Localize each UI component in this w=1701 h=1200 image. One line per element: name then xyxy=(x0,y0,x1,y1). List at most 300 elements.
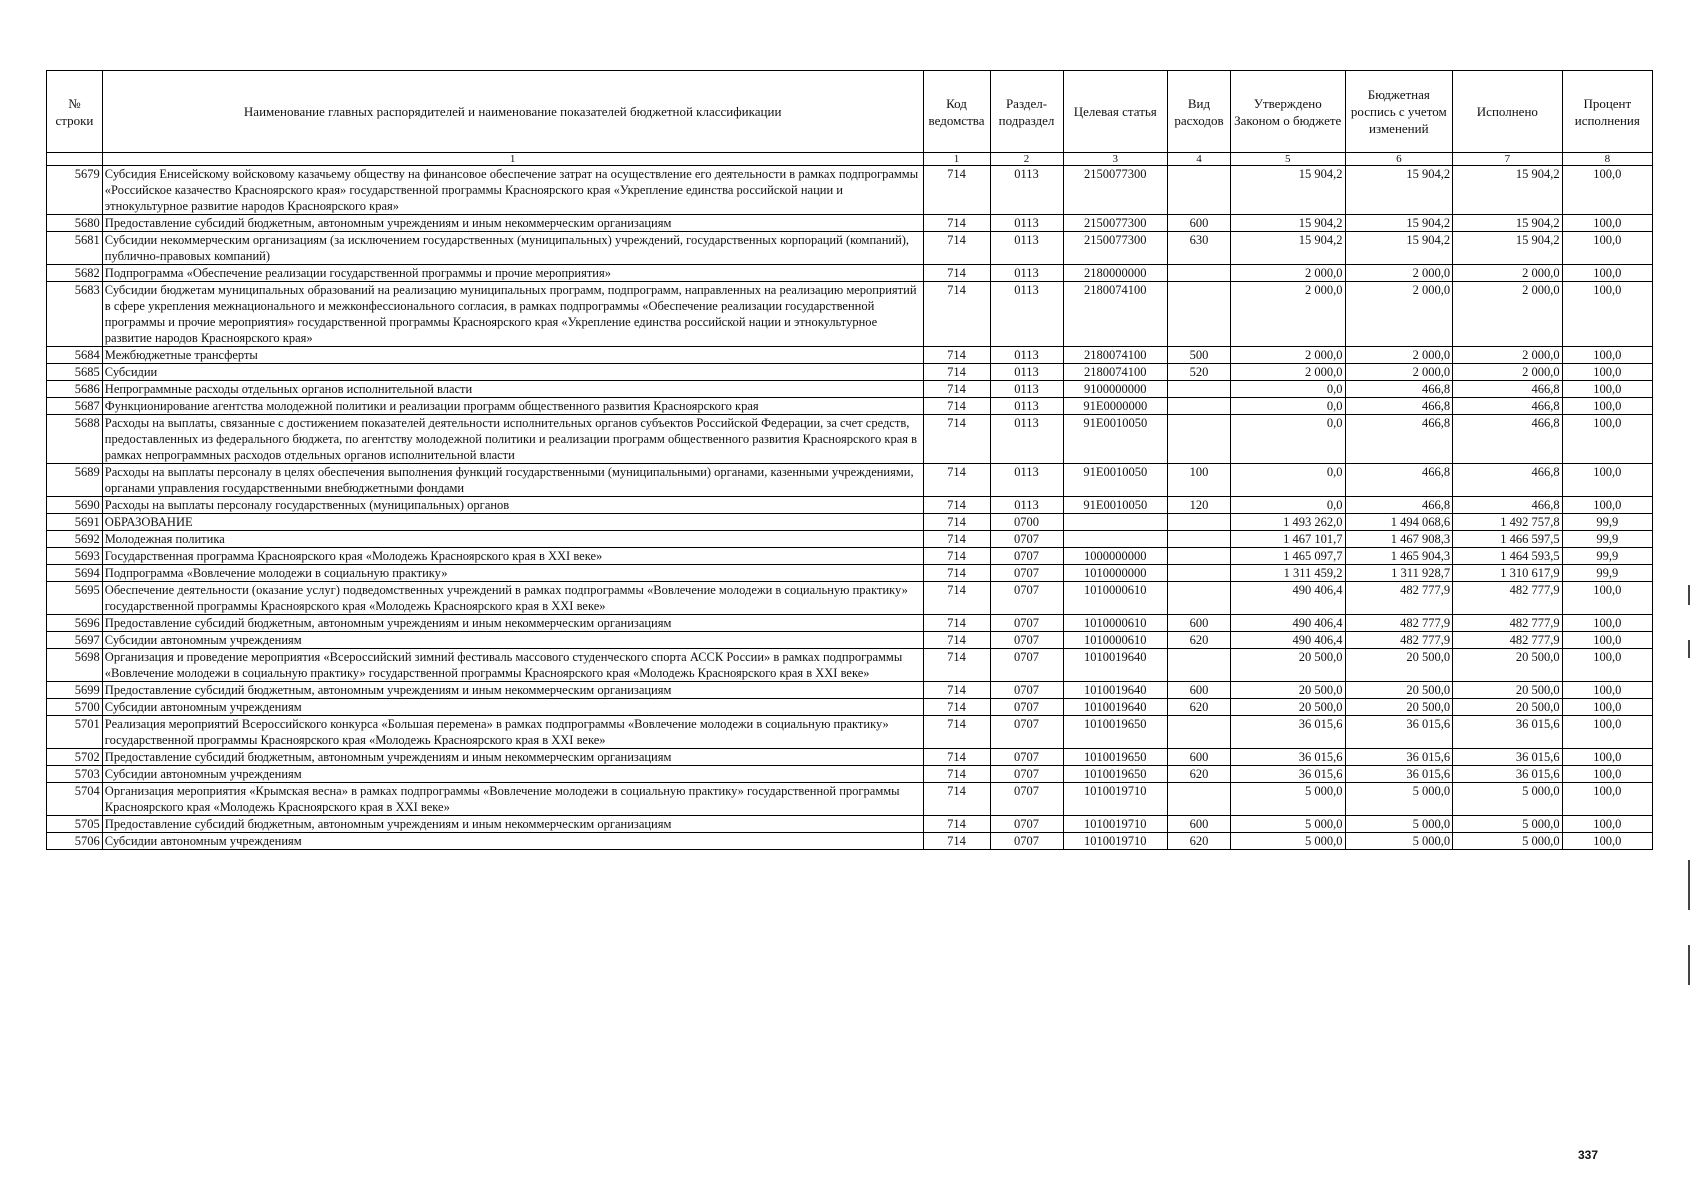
approved-amount: 1 465 097,7 xyxy=(1230,548,1345,565)
item-name: ОБРАЗОВАНИЕ xyxy=(102,514,923,531)
dept-code: 714 xyxy=(923,632,990,649)
table-row xyxy=(47,464,1653,497)
page-number: 337 xyxy=(1578,1148,1599,1162)
target-article: 2180000000 xyxy=(1063,265,1167,282)
row-number: 5679 xyxy=(47,166,103,215)
schedule-amount: 15 904,2 xyxy=(1345,232,1453,265)
dept-code: 714 xyxy=(923,381,990,398)
expense-type xyxy=(1168,265,1231,282)
item-name: Предоставление субсидий бюджетным, автономным учреждениям и иным некоммерческим организациям xyxy=(102,816,923,833)
table-row xyxy=(47,531,1653,548)
table-row xyxy=(47,166,1653,215)
column-number: 4 xyxy=(1168,153,1231,166)
execution-percent: 100,0 xyxy=(1562,716,1652,749)
target-article: 9100000000 xyxy=(1063,381,1167,398)
schedule-amount: 36 015,6 xyxy=(1345,749,1453,766)
header-target: Целевая статья xyxy=(1063,71,1167,153)
target-article: 2150077300 xyxy=(1063,215,1167,232)
table-row xyxy=(47,766,1653,783)
table-row xyxy=(47,215,1653,232)
target-article: 1010019650 xyxy=(1063,716,1167,749)
scan-edge-mark xyxy=(1688,945,1690,985)
row-number: 5695 xyxy=(47,582,103,615)
executed-amount: 36 015,6 xyxy=(1453,749,1563,766)
section-code: 0707 xyxy=(990,682,1063,699)
section-code: 0113 xyxy=(990,415,1063,464)
schedule-amount: 482 777,9 xyxy=(1345,632,1453,649)
section-code: 0707 xyxy=(990,833,1063,850)
target-article: 1010000610 xyxy=(1063,632,1167,649)
approved-amount: 15 904,2 xyxy=(1230,166,1345,215)
header-schedule: Бюджетная роспись с учетом изменений xyxy=(1345,71,1453,153)
section-code: 0707 xyxy=(990,783,1063,816)
executed-amount: 2 000,0 xyxy=(1453,347,1563,364)
row-number: 5697 xyxy=(47,632,103,649)
execution-percent: 100,0 xyxy=(1562,766,1652,783)
dept-code: 714 xyxy=(923,565,990,582)
column-number: 2 xyxy=(990,153,1063,166)
dept-code: 714 xyxy=(923,347,990,364)
target-article: 1010019710 xyxy=(1063,816,1167,833)
schedule-amount: 466,8 xyxy=(1345,464,1453,497)
item-name: Субсидии xyxy=(102,364,923,381)
budget-table xyxy=(46,70,1653,850)
execution-percent: 100,0 xyxy=(1562,649,1652,682)
item-name: Непрограммные расходы отдельных органов исполнительной власти xyxy=(102,381,923,398)
row-number: 5689 xyxy=(47,464,103,497)
schedule-amount: 2 000,0 xyxy=(1345,282,1453,347)
scan-edge-mark xyxy=(1688,640,1690,658)
execution-percent: 100,0 xyxy=(1562,415,1652,464)
schedule-amount: 5 000,0 xyxy=(1345,833,1453,850)
scan-edge-mark xyxy=(1688,860,1690,910)
dept-code: 714 xyxy=(923,615,990,632)
approved-amount: 20 500,0 xyxy=(1230,699,1345,716)
expense-type: 520 xyxy=(1168,364,1231,381)
column-number-blank xyxy=(47,153,103,166)
section-code: 0707 xyxy=(990,531,1063,548)
item-name: Расходы на выплаты персоналу в целях обеспечения выполнения функций государственными (муниципальными) органами, казенными учреждениями, органами управления государственными внебюджетными фондами xyxy=(102,464,923,497)
section-code: 0113 xyxy=(990,232,1063,265)
item-name: Предоставление субсидий бюджетным, автономным учреждениям и иным некоммерческим организациям xyxy=(102,749,923,766)
column-number: 7 xyxy=(1453,153,1563,166)
expense-type xyxy=(1168,415,1231,464)
approved-amount: 1 311 459,2 xyxy=(1230,565,1345,582)
dept-code: 714 xyxy=(923,282,990,347)
section-code: 0707 xyxy=(990,649,1063,682)
expense-type: 620 xyxy=(1168,766,1231,783)
schedule-amount: 5 000,0 xyxy=(1345,816,1453,833)
table-row xyxy=(47,716,1653,749)
expense-type xyxy=(1168,649,1231,682)
target-article: 2180074100 xyxy=(1063,364,1167,381)
dept-code: 714 xyxy=(923,766,990,783)
schedule-amount: 1 465 904,3 xyxy=(1345,548,1453,565)
section-code: 0707 xyxy=(990,548,1063,565)
row-number: 5685 xyxy=(47,364,103,381)
row-number: 5680 xyxy=(47,215,103,232)
dept-code: 714 xyxy=(923,582,990,615)
approved-amount: 5 000,0 xyxy=(1230,783,1345,816)
row-number: 5706 xyxy=(47,833,103,850)
item-name: Организация мероприятия «Крымская весна» в рамках подпрограммы «Вовлечение молодежи в социальную практику» государственной программы Красноярского края «Молодежь Красноярского края в XXI веке» xyxy=(102,783,923,816)
target-article xyxy=(1063,531,1167,548)
table-row xyxy=(47,265,1653,282)
row-number: 5703 xyxy=(47,766,103,783)
header-row xyxy=(47,71,1653,153)
table-row xyxy=(47,381,1653,398)
section-code: 0113 xyxy=(990,347,1063,364)
execution-percent: 100,0 xyxy=(1562,166,1652,215)
item-name: Предоставление субсидий бюджетным, автономным учреждениям и иным некоммерческим организациям xyxy=(102,682,923,699)
section-code: 0707 xyxy=(990,615,1063,632)
schedule-amount: 1 467 908,3 xyxy=(1345,531,1453,548)
approved-amount: 20 500,0 xyxy=(1230,682,1345,699)
executed-amount: 1 466 597,5 xyxy=(1453,531,1563,548)
table-row xyxy=(47,749,1653,766)
row-number: 5693 xyxy=(47,548,103,565)
column-number-row xyxy=(47,153,1653,166)
schedule-amount: 20 500,0 xyxy=(1345,649,1453,682)
expense-type: 630 xyxy=(1168,232,1231,265)
execution-percent: 100,0 xyxy=(1562,699,1652,716)
executed-amount: 466,8 xyxy=(1453,398,1563,415)
item-name: Субсидии автономным учреждениям xyxy=(102,699,923,716)
row-number: 5705 xyxy=(47,816,103,833)
row-number: 5696 xyxy=(47,615,103,632)
section-code: 0707 xyxy=(990,716,1063,749)
executed-amount: 466,8 xyxy=(1453,415,1563,464)
target-article: 1010019650 xyxy=(1063,766,1167,783)
execution-percent: 100,0 xyxy=(1562,783,1652,816)
execution-percent: 100,0 xyxy=(1562,497,1652,514)
execution-percent: 99,9 xyxy=(1562,565,1652,582)
expense-type: 600 xyxy=(1168,749,1231,766)
execution-percent: 100,0 xyxy=(1562,632,1652,649)
item-name: Расходы на выплаты, связанные с достижением показателей деятельности исполнительных органов субъектов Российской Федерации, за счет средств, предоставленных из федерального бюджета, по агентству молодежной политики и реализации программ общественного развития Красноярского края в рамках непрограммных расходов отдельных органов исполнительной власти xyxy=(102,415,923,464)
section-code: 0113 xyxy=(990,398,1063,415)
dept-code: 714 xyxy=(923,749,990,766)
execution-percent: 99,9 xyxy=(1562,548,1652,565)
approved-amount: 2 000,0 xyxy=(1230,364,1345,381)
dept-code: 714 xyxy=(923,699,990,716)
row-number: 5686 xyxy=(47,381,103,398)
table-row xyxy=(47,565,1653,582)
table-row xyxy=(47,497,1653,514)
execution-percent: 100,0 xyxy=(1562,398,1652,415)
target-article: 1010019640 xyxy=(1063,682,1167,699)
schedule-amount: 466,8 xyxy=(1345,398,1453,415)
row-number: 5701 xyxy=(47,716,103,749)
execution-percent: 100,0 xyxy=(1562,833,1652,850)
execution-percent: 100,0 xyxy=(1562,364,1652,381)
expense-type xyxy=(1168,381,1231,398)
execution-percent: 100,0 xyxy=(1562,816,1652,833)
target-article: 91E0000000 xyxy=(1063,398,1167,415)
dept-code: 714 xyxy=(923,716,990,749)
column-number: 1 xyxy=(923,153,990,166)
section-code: 0707 xyxy=(990,816,1063,833)
executed-amount: 466,8 xyxy=(1453,497,1563,514)
table-body xyxy=(47,166,1653,850)
item-name: Подпрограмма «Вовлечение молодежи в социальную практику» xyxy=(102,565,923,582)
executed-amount: 20 500,0 xyxy=(1453,649,1563,682)
column-number: 5 xyxy=(1230,153,1345,166)
executed-amount: 15 904,2 xyxy=(1453,166,1563,215)
target-article: 1010019640 xyxy=(1063,649,1167,682)
column-number: 6 xyxy=(1345,153,1453,166)
target-article: 1010019640 xyxy=(1063,699,1167,716)
row-number: 5702 xyxy=(47,749,103,766)
expense-type xyxy=(1168,582,1231,615)
section-code: 0707 xyxy=(990,766,1063,783)
approved-amount: 2 000,0 xyxy=(1230,265,1345,282)
item-name: Функционирование агентства молодежной политики и реализации программ общественного развития Красноярского края xyxy=(102,398,923,415)
executed-amount: 36 015,6 xyxy=(1453,766,1563,783)
dept-code: 714 xyxy=(923,166,990,215)
row-number: 5700 xyxy=(47,699,103,716)
header-section: Раздел-подраздел xyxy=(990,71,1063,153)
schedule-amount: 15 904,2 xyxy=(1345,215,1453,232)
executed-amount: 2 000,0 xyxy=(1453,282,1563,347)
table-row xyxy=(47,649,1653,682)
schedule-amount: 2 000,0 xyxy=(1345,265,1453,282)
schedule-amount: 15 904,2 xyxy=(1345,166,1453,215)
column-number: 8 xyxy=(1562,153,1652,166)
schedule-amount: 20 500,0 xyxy=(1345,699,1453,716)
table-row xyxy=(47,398,1653,415)
column-number: 3 xyxy=(1063,153,1167,166)
schedule-amount: 466,8 xyxy=(1345,497,1453,514)
target-article: 91E0010050 xyxy=(1063,497,1167,514)
expense-type xyxy=(1168,565,1231,582)
executed-amount: 20 500,0 xyxy=(1453,682,1563,699)
approved-amount: 0,0 xyxy=(1230,415,1345,464)
table-row xyxy=(47,415,1653,464)
execution-percent: 100,0 xyxy=(1562,215,1652,232)
row-number: 5698 xyxy=(47,649,103,682)
table-row xyxy=(47,582,1653,615)
section-code: 0113 xyxy=(990,215,1063,232)
target-article: 2180074100 xyxy=(1063,282,1167,347)
table-row xyxy=(47,364,1653,381)
execution-percent: 100,0 xyxy=(1562,464,1652,497)
target-article: 91E0010050 xyxy=(1063,464,1167,497)
executed-amount: 482 777,9 xyxy=(1453,615,1563,632)
executed-amount: 2 000,0 xyxy=(1453,265,1563,282)
item-name: Реализация мероприятий Всероссийского конкурса «Большая перемена» в рамках подпрограммы «Вовлечение молодежи в социальную практику» государственной программы Красноярского края «Молодежь Красноярского края в XXI веке» xyxy=(102,716,923,749)
approved-amount: 0,0 xyxy=(1230,464,1345,497)
section-code: 0113 xyxy=(990,381,1063,398)
table-row xyxy=(47,615,1653,632)
executed-amount: 482 777,9 xyxy=(1453,632,1563,649)
target-article xyxy=(1063,514,1167,531)
row-number: 5692 xyxy=(47,531,103,548)
expense-type xyxy=(1168,531,1231,548)
dept-code: 714 xyxy=(923,649,990,682)
item-name: Субсидии некоммерческим организациям (за исключением государственных (муниципальных) учреждений, государственных корпораций (компаний), публично-правовых компаний) xyxy=(102,232,923,265)
execution-percent: 99,9 xyxy=(1562,531,1652,548)
item-name: Обеспечение деятельности (оказание услуг) подведомственных учреждений в рамках подпрограммы «Вовлечение молодежи в социальную практику» государственной программы Красноярского края «Молодежь Красноярского края в XXI веке» xyxy=(102,582,923,615)
schedule-amount: 482 777,9 xyxy=(1345,582,1453,615)
section-code: 0113 xyxy=(990,166,1063,215)
approved-amount: 36 015,6 xyxy=(1230,716,1345,749)
expense-type: 600 xyxy=(1168,682,1231,699)
row-number: 5683 xyxy=(47,282,103,347)
row-number: 5694 xyxy=(47,565,103,582)
expense-type xyxy=(1168,398,1231,415)
section-code: 0707 xyxy=(990,632,1063,649)
execution-percent: 100,0 xyxy=(1562,347,1652,364)
schedule-amount: 2 000,0 xyxy=(1345,364,1453,381)
schedule-amount: 482 777,9 xyxy=(1345,615,1453,632)
section-code: 0113 xyxy=(990,497,1063,514)
expense-type xyxy=(1168,716,1231,749)
row-number: 5704 xyxy=(47,783,103,816)
table-row xyxy=(47,783,1653,816)
execution-percent: 100,0 xyxy=(1562,749,1652,766)
item-name: Субсидии автономным учреждениям xyxy=(102,766,923,783)
column-number: 1 xyxy=(102,153,923,166)
schedule-amount: 36 015,6 xyxy=(1345,766,1453,783)
execution-percent: 99,9 xyxy=(1562,514,1652,531)
expense-type: 600 xyxy=(1168,816,1231,833)
section-code: 0707 xyxy=(990,749,1063,766)
row-number: 5684 xyxy=(47,347,103,364)
target-article: 1010000000 xyxy=(1063,565,1167,582)
schedule-amount: 466,8 xyxy=(1345,415,1453,464)
target-article: 1010019710 xyxy=(1063,783,1167,816)
section-code: 0113 xyxy=(990,464,1063,497)
dept-code: 714 xyxy=(923,514,990,531)
expense-type: 600 xyxy=(1168,215,1231,232)
approved-amount: 490 406,4 xyxy=(1230,582,1345,615)
item-name: Расходы на выплаты персоналу государственных (муниципальных) органов xyxy=(102,497,923,514)
executed-amount: 1 310 617,9 xyxy=(1453,565,1563,582)
approved-amount: 0,0 xyxy=(1230,497,1345,514)
item-name: Молодежная политика xyxy=(102,531,923,548)
dept-code: 714 xyxy=(923,415,990,464)
expense-type xyxy=(1168,282,1231,347)
target-article: 1010000610 xyxy=(1063,582,1167,615)
executed-amount: 466,8 xyxy=(1453,464,1563,497)
target-article: 1000000000 xyxy=(1063,548,1167,565)
header-executed: Исполнено xyxy=(1453,71,1563,153)
item-name: Подпрограмма «Обеспечение реализации государственной программы и прочие мероприятия» xyxy=(102,265,923,282)
dept-code: 714 xyxy=(923,531,990,548)
table-row xyxy=(47,282,1653,347)
item-name: Предоставление субсидий бюджетным, автономным учреждениям и иным некоммерческим организациям xyxy=(102,215,923,232)
section-code: 0113 xyxy=(990,364,1063,381)
executed-amount: 466,8 xyxy=(1453,381,1563,398)
target-article: 91E0010050 xyxy=(1063,415,1167,464)
approved-amount: 1 493 262,0 xyxy=(1230,514,1345,531)
row-number: 5682 xyxy=(47,265,103,282)
schedule-amount: 36 015,6 xyxy=(1345,716,1453,749)
target-article: 1010000610 xyxy=(1063,615,1167,632)
dept-code: 714 xyxy=(923,464,990,497)
execution-percent: 100,0 xyxy=(1562,381,1652,398)
target-article: 2150077300 xyxy=(1063,166,1167,215)
approved-amount: 20 500,0 xyxy=(1230,649,1345,682)
dept-code: 714 xyxy=(923,682,990,699)
row-number: 5681 xyxy=(47,232,103,265)
approved-amount: 2 000,0 xyxy=(1230,347,1345,364)
executed-amount: 1 464 593,5 xyxy=(1453,548,1563,565)
table-row xyxy=(47,632,1653,649)
item-name: Субсидии автономным учреждениям xyxy=(102,833,923,850)
expense-type: 620 xyxy=(1168,632,1231,649)
section-code: 0707 xyxy=(990,565,1063,582)
header-expense-type: Вид расходов xyxy=(1168,71,1231,153)
expense-type: 500 xyxy=(1168,347,1231,364)
table-row xyxy=(47,816,1653,833)
section-code: 0113 xyxy=(990,265,1063,282)
schedule-amount: 1 494 068,6 xyxy=(1345,514,1453,531)
expense-type: 120 xyxy=(1168,497,1231,514)
approved-amount: 0,0 xyxy=(1230,381,1345,398)
approved-amount: 5 000,0 xyxy=(1230,833,1345,850)
table-row xyxy=(47,699,1653,716)
section-code: 0700 xyxy=(990,514,1063,531)
header-approved: Утверждено Законом о бюджете xyxy=(1230,71,1345,153)
approved-amount: 15 904,2 xyxy=(1230,232,1345,265)
approved-amount: 490 406,4 xyxy=(1230,632,1345,649)
dept-code: 714 xyxy=(923,497,990,514)
item-name: Субсидии бюджетам муниципальных образований на реализацию муниципальных программ, подпрограмм, направленных на реализацию мероприятий в сфере укрепления межнационального и межконфессионального согласия, в рамках подпрограммы «Обеспечение реализации государственной программы и прочие мероприятия» государственной программы Красноярского края «Укрепление единства российской нации и этнокультурное развитие народов Красноярского края» xyxy=(102,282,923,347)
item-name: Государственная программа Красноярского края «Молодежь Красноярского края в XXI веке» xyxy=(102,548,923,565)
dept-code: 714 xyxy=(923,215,990,232)
target-article: 1010019710 xyxy=(1063,833,1167,850)
execution-percent: 100,0 xyxy=(1562,582,1652,615)
approved-amount: 0,0 xyxy=(1230,398,1345,415)
approved-amount: 490 406,4 xyxy=(1230,615,1345,632)
approved-amount: 36 015,6 xyxy=(1230,749,1345,766)
execution-percent: 100,0 xyxy=(1562,232,1652,265)
approved-amount: 2 000,0 xyxy=(1230,282,1345,347)
executed-amount: 1 492 757,8 xyxy=(1453,514,1563,531)
target-article: 2180074100 xyxy=(1063,347,1167,364)
dept-code: 714 xyxy=(923,833,990,850)
table-row xyxy=(47,548,1653,565)
executed-amount: 2 000,0 xyxy=(1453,364,1563,381)
dept-code: 714 xyxy=(923,398,990,415)
executed-amount: 5 000,0 xyxy=(1453,833,1563,850)
execution-percent: 100,0 xyxy=(1562,615,1652,632)
expense-type xyxy=(1168,783,1231,816)
schedule-amount: 5 000,0 xyxy=(1345,783,1453,816)
executed-amount: 15 904,2 xyxy=(1453,215,1563,232)
table-row xyxy=(47,232,1653,265)
header-row-no: № строки xyxy=(47,71,103,153)
dept-code: 714 xyxy=(923,265,990,282)
approved-amount: 5 000,0 xyxy=(1230,816,1345,833)
executed-amount: 36 015,6 xyxy=(1453,716,1563,749)
execution-percent: 100,0 xyxy=(1562,265,1652,282)
row-number: 5688 xyxy=(47,415,103,464)
executed-amount: 5 000,0 xyxy=(1453,816,1563,833)
target-article: 2150077300 xyxy=(1063,232,1167,265)
section-code: 0707 xyxy=(990,699,1063,716)
header-percent: Процент исполнения xyxy=(1562,71,1652,153)
executed-amount: 482 777,9 xyxy=(1453,582,1563,615)
expense-type: 620 xyxy=(1168,699,1231,716)
execution-percent: 100,0 xyxy=(1562,682,1652,699)
table-row xyxy=(47,347,1653,364)
dept-code: 714 xyxy=(923,548,990,565)
expense-type: 100 xyxy=(1168,464,1231,497)
dept-code: 714 xyxy=(923,232,990,265)
